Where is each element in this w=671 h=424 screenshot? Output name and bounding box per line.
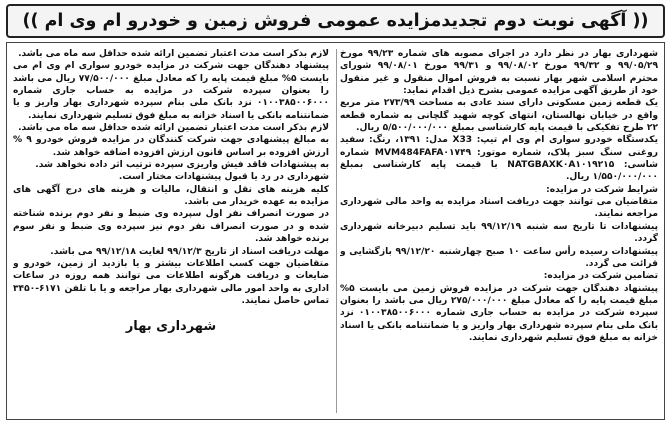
vat-note: به مبالغ پیشنهادی جهت شرکت کنندگان در مزایده فروش خودرو ۹ % ارزش افزوده بر اساس قانون ارزش افزوده اضافه خواهد شد. — [13, 135, 329, 158]
title-box — [6, 4, 665, 38]
withdrawal-note: در صورت انصراف نفر اول سپرده وی ضبط و نفر دوم برنده شناخته شده و در صورت انصراف نفر دوم نیز سپرده وی ضبط و نفر سوم برنده خواهد شد. — [13, 209, 329, 245]
right-column — [340, 48, 658, 414]
rejection-note: شهرداری در رد یا قبول پیشنهادات مختار است. — [118, 172, 329, 183]
signature: شهرداری بهار — [125, 319, 217, 335]
land-guarantee: پیشنهاد دهندگان جهت شرکت در مزایده فروش زمین می بایست ۵% مبلغ قیمت پایه را که معادل مبلغ ۲۷۵/۰۰۰/۰۰۰ ریال می باشد را بعنوان سپرده شرکت در مزایده به حساب جاری شماره ۰۱۰۰۳۸۵۰۰۶۰۰۰ نزد بانک ملی بنام سپرده شهرداری بهار واریز و یا ضمانتنامه بانکی یا اسناد خزانه به مبلغ فوق تسلیم شهرداری نمایند. — [340, 283, 658, 343]
costs-note: کلیه هزینه های نقل و انتقال، مالیات و هزینه های درج آگهی های مزایده به عهده خریدار می باشد. — [13, 184, 329, 208]
car-guarantee: پیشنهاد دهندگان جهت شرکت در مزایده خودرو سواری ام وی ام می بایست ۵% مبلغ قیمت پایه را که معادل مبلغ ۷۷/۵۰۰/۰۰۰ ریال می باشد را بعنوان سپرده شرکت در مزایده به حساب جاری شماره ۰۱۰۰۳۸۵۰۰۶۰۰۰ نزد بانک ملی بنام سپرده شهرداری بهار واریز و یا ضمانتنامه بانکی یا اسناد خزانه به مبلغ فوق تسلیم شهرداری نمایند. — [13, 61, 329, 121]
intro-paragraph: شهرداری بهار در نظر دارد در اجرای مصوبه های شماره ۹۹/۲۳ مورخ ۹۹/۰۵/۲۹ و ۹۹/۳۲ مورخ ۹۹/۰۸/۰۲ و ۹۹/۳۱ مورخ ۹۹/۰۸/۰۱ شورای محترم اسلامی شهر بهار نسبت به فروش اموال منقول و غیر منقول خود از طریق آگهی مزایده عمومی بشرح ذیل اقدام نماید: — [340, 49, 658, 97]
land-item: یک قطعه زمین مسکونی دارای سند عادی به مساحت ۲۷۳/۹۹ متر مربع واقع در خیابان نهالستان، انتهای کوچه شهید گلچانی به شماره قطعه ۲۲ طرح تفکیکی با قیمت پایه کارشناسی بمبلغ ۵/۵۰۰/۰۰۰/۰۰۰ ریال. — [340, 98, 658, 134]
left-column — [13, 48, 329, 414]
guarantee-heading: تضامین شرکت در مزایده: — [543, 271, 658, 282]
ad-body-frame — [6, 42, 665, 420]
documents-period: مهلت دریافت اسناد از تاریخ ۹۹/۱۲/۳ لغایت ۹۹/۱۲/۱۸ می باشد. — [50, 246, 329, 257]
guarantee-validity-2: لازم بذکر است مدت اعتبار تضمین ارائه شده حداقل سه ماه می باشد. — [18, 123, 329, 134]
receipt-note: به پیشنهادات فاقد فیش واریزی سپرده ترتیب اثر داده نخواهد شد. — [35, 160, 329, 171]
conditions-heading: شرایط شرکت در مزایده: — [546, 184, 658, 195]
documents-info: متقاضیان می توانند جهت دریافت اسناد مزایده به واحد مالی شهرداری مراجعه نمایند. — [340, 197, 658, 220]
guarantee-validity: لازم بذکر است مدت اعتبار تضمین ارائه شده حداقل سه ماه می باشد. — [18, 49, 329, 59]
ad-title: (( آگهی نوبت دوم تجدیدمزایده عمومی فروش زمین و خودرو ام وی ام )) — [22, 11, 649, 31]
opening-date: پیشنهادات رسیده رأس ساعت ۱۰ صبح چهارشنبه ۹۹/۱۲/۲۰ بازگشایی و قرائت می گردد. — [340, 246, 658, 269]
car-item: یکدستگاه خودرو سواری ام وی ام تیپ: X33 مدل: ۱۳۹۱، رنگ: سفید روغنی سنگ سبز پلاک، شماره موتور: MVM484FAFA۰۱۷۴۹ شماره شاسی: NATGBAXK۰A۱۰۱۹۲۱۵ با قیمت پایه کارشناسی بمبلغ ۱/۵۵۰/۰۰۰/۰۰۰ ریال. — [340, 135, 658, 183]
contact-info: متقاضیان جهت کسب اطلاعات بیشتر و یا بازدید از زمین، خودرو و ضایعات و دریافت هرگونه اطلاعات می توانند همه روزه در ساعات اداری به واحد امور مالی شهرداری بهار مراجعه و یا با تلفن ۶۱۷۱-۳۴۵۰ تماس حاصل نمایند. — [13, 258, 329, 306]
column-divider — [336, 49, 337, 413]
submission-deadline: پیشنهادات تا تاریخ سه شنبه ۹۹/۱۲/۱۹ باید تسلیم دبیرخانه شهرداری گردد. — [340, 221, 658, 245]
